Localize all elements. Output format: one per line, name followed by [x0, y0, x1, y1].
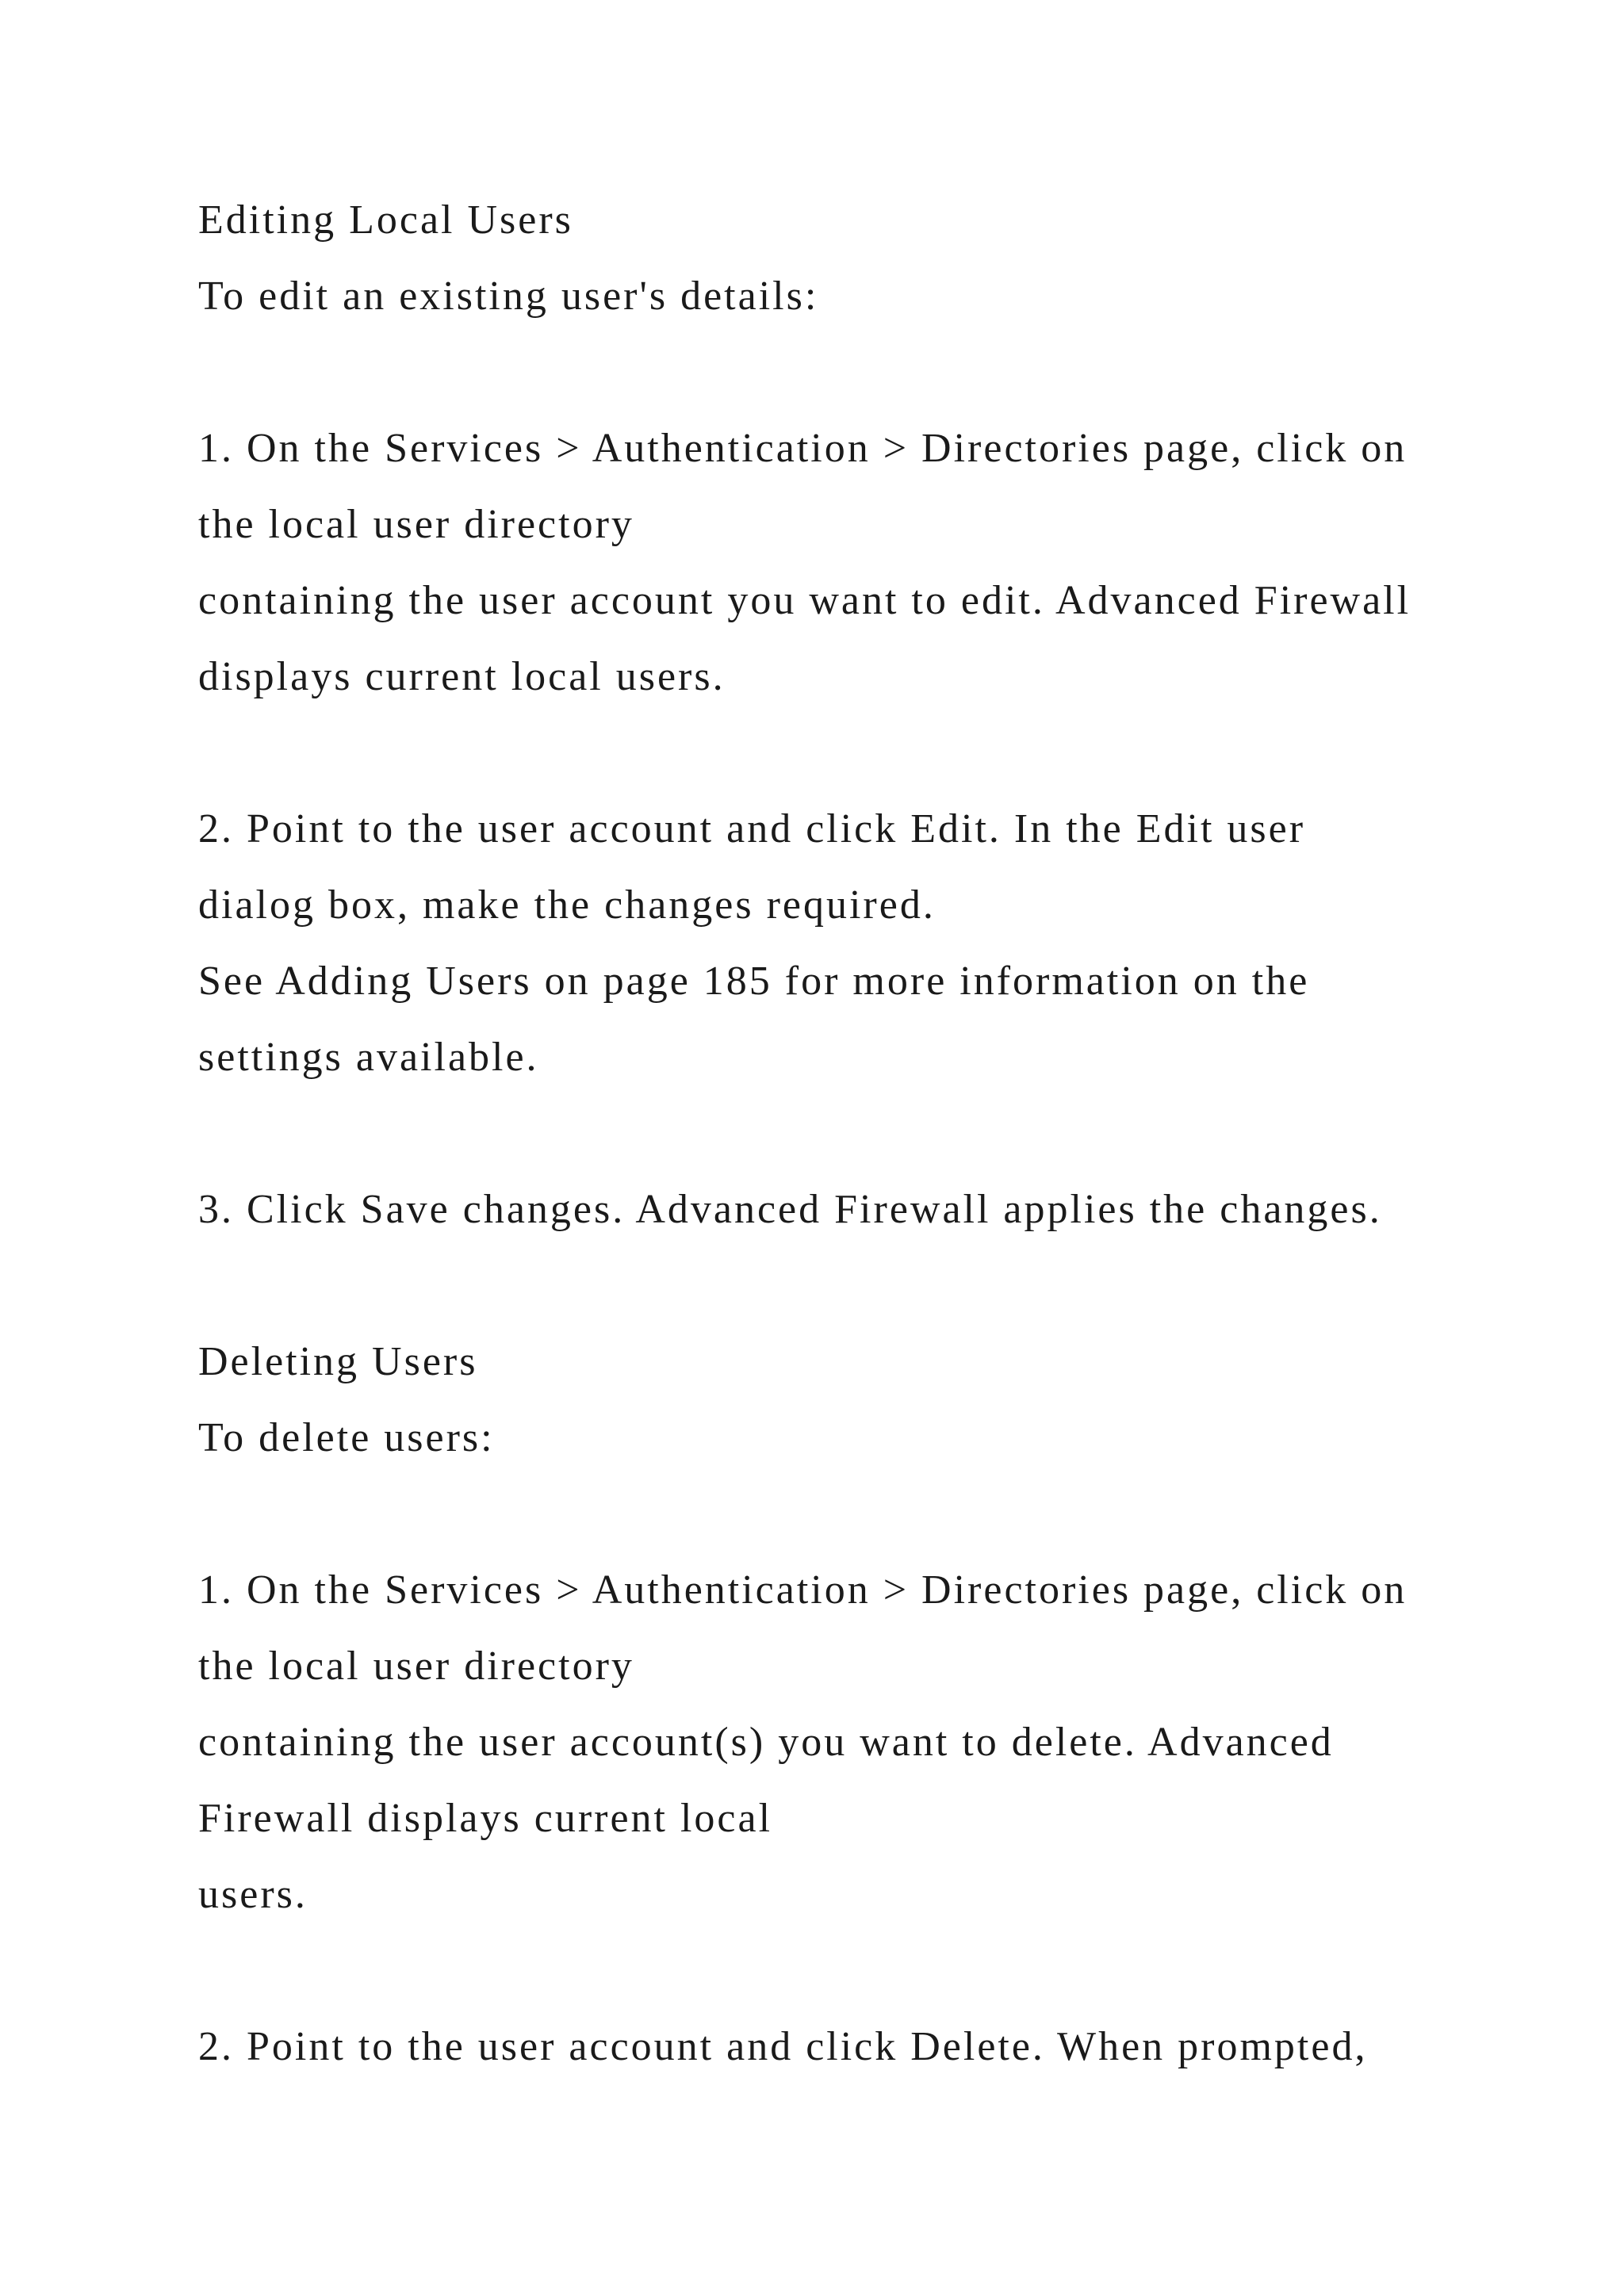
step-text: containing the user account(s) you want to delete. Advanced: [198, 1720, 1334, 1765]
document-page: [198, 182, 1546, 2085]
step-text: dialog box, make the changes required.: [198, 882, 936, 928]
step-text: 2. Point to the user account and click Edit. In the Edit user: [198, 806, 1306, 851]
section-heading-deleting-users: Deleting Users: [198, 1339, 478, 1384]
step-text: 1. On the Services > Authentication > Directories page, click on: [198, 426, 1408, 471]
section-heading-editing-local-users: Editing Local Users: [198, 197, 573, 243]
step-text: containing the user account you want to edit. Advanced Firewall: [198, 578, 1411, 623]
blank-line: [198, 1476, 1546, 1552]
blank-line: [198, 1933, 1546, 2009]
step-text: the local user directory: [198, 1644, 634, 1689]
intro-text: To edit an existing user's details:: [198, 274, 819, 319]
step-text: settings available.: [198, 1035, 539, 1080]
step-text: displays current local users.: [198, 654, 726, 699]
step-text: the local user directory: [198, 502, 634, 547]
step-text: users.: [198, 1872, 308, 1917]
blank-line: [198, 1096, 1546, 1172]
blank-line: [198, 715, 1546, 791]
intro-text: To delete users:: [198, 1415, 495, 1460]
step-text: 1. On the Services > Authentication > Directories page, click on: [198, 1567, 1408, 1613]
blank-line: [198, 1248, 1546, 1324]
blank-line: [198, 335, 1546, 411]
step-text: See Adding Users on page 185 for more information on the: [198, 959, 1310, 1004]
step-text: 3. Click Save changes. Advanced Firewall applies the changes.: [198, 1187, 1382, 1232]
step-text: 2. Point to the user account and click Delete. When prompted,: [198, 2024, 1368, 2069]
step-text: Firewall displays current local: [198, 1796, 773, 1841]
